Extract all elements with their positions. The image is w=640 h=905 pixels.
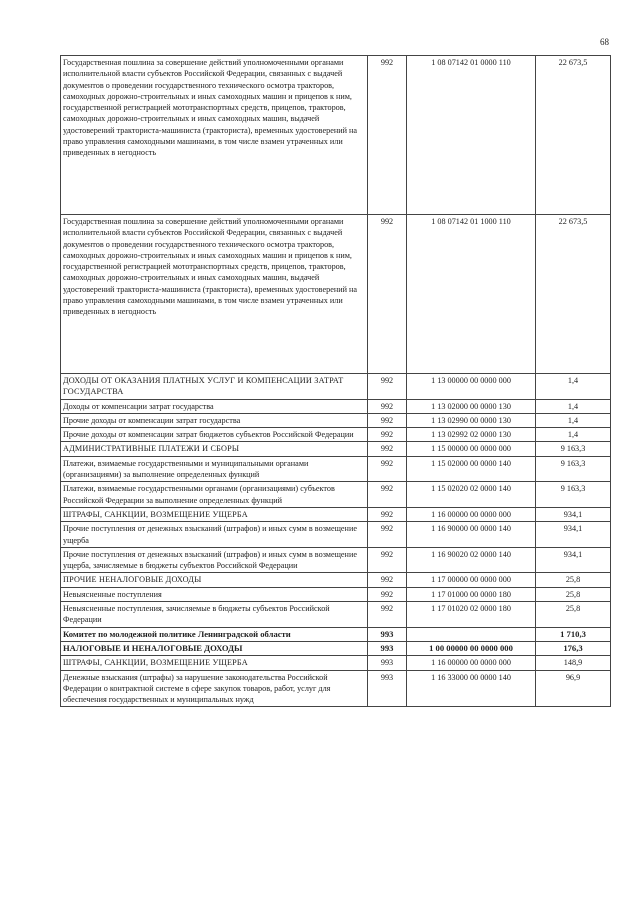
row-name: Комитет по молодежной политике Ленинградской области [61, 627, 368, 641]
row-admin-code: 992 [368, 428, 407, 442]
row-admin-code: 993 [368, 627, 407, 641]
row-sum: 9 163,3 [536, 442, 611, 456]
row-budget-code: 1 15 02000 00 0000 140 [407, 456, 536, 482]
table-row [61, 482, 611, 508]
row-sum: 25,8 [536, 573, 611, 587]
table-row [61, 56, 611, 215]
row-budget-code: 1 16 90000 00 0000 140 [407, 522, 536, 548]
row-budget-code: 1 08 07142 01 1000 110 [407, 215, 536, 374]
row-name: Прочие доходы от компенсации затрат государства [61, 413, 368, 427]
table-row [61, 522, 611, 548]
row-admin-code: 993 [368, 656, 407, 670]
row-budget-code: 1 13 02000 00 0000 130 [407, 399, 536, 413]
table-row [61, 573, 611, 587]
row-admin-code: 992 [368, 507, 407, 521]
row-admin-code: 993 [368, 670, 407, 707]
row-budget-code: 1 17 00000 00 0000 000 [407, 573, 536, 587]
row-budget-code: 1 16 33000 00 0000 140 [407, 670, 536, 707]
row-sum: 1,4 [536, 399, 611, 413]
row-sum: 9 163,3 [536, 482, 611, 508]
table-row [61, 507, 611, 521]
row-budget-code: 1 15 00000 00 0000 000 [407, 442, 536, 456]
page-number: 68 [600, 37, 609, 47]
table-row [61, 656, 611, 670]
row-sum: 1,4 [536, 428, 611, 442]
row-admin-code: 992 [368, 399, 407, 413]
row-name: Невыясненные поступления [61, 587, 368, 601]
row-admin-code: 992 [368, 442, 407, 456]
row-sum: 96,9 [536, 670, 611, 707]
row-sum: 1,4 [536, 374, 611, 400]
row-budget-code: 1 13 02990 00 0000 130 [407, 413, 536, 427]
table-row [61, 641, 611, 655]
row-name: Государственная пошлина за совершение действий уполномоченными органами исполнительной власти субъектов Российской Федерации, связанных с выдачей документов о проведении государственного технического осмотра тракторов, самоходных дорожно-строительных и иных самоходных машин и прицепов к ним, государственной регистрацией мототранспортных средств, прицепов, тракторов, самоходных дорожно-строительных и иных самоходных машин, выдачей удостоверений тракториста-машиниста (тракториста), временных удостоверений на право управления самоходными машинами, в том числе взамен утраченных или приведенных в негодность [61, 56, 368, 215]
row-admin-code: 993 [368, 641, 407, 655]
table-row [61, 627, 611, 641]
table-row [61, 215, 611, 374]
revenue-table [60, 55, 611, 707]
table-row [61, 587, 611, 601]
row-budget-code [407, 627, 536, 641]
row-admin-code: 992 [368, 456, 407, 482]
row-admin-code: 992 [368, 573, 407, 587]
row-sum: 148,9 [536, 656, 611, 670]
row-budget-code: 1 13 02992 02 0000 130 [407, 428, 536, 442]
row-sum: 176,3 [536, 641, 611, 655]
table-row [61, 399, 611, 413]
row-name: Прочие поступления от денежных взысканий (штрафов) и иных сумм в возмещение ущерба [61, 522, 368, 548]
row-admin-code: 992 [368, 374, 407, 400]
row-admin-code: 992 [368, 215, 407, 374]
row-admin-code: 992 [368, 547, 407, 573]
row-admin-code: 992 [368, 587, 407, 601]
row-name: Прочие доходы от компенсации затрат бюджетов субъектов Российской Федерации [61, 428, 368, 442]
row-name: ПРОЧИЕ НЕНАЛОГОВЫЕ ДОХОДЫ [61, 573, 368, 587]
table-row [61, 428, 611, 442]
row-sum: 22 673,5 [536, 215, 611, 374]
table-row [61, 602, 611, 628]
row-budget-code: 1 16 90020 02 0000 140 [407, 547, 536, 573]
row-name: Платежи, взимаемые государственными и муниципальными органами (организациями) за выполнение определенных функций [61, 456, 368, 482]
row-budget-code: 1 16 00000 00 0000 000 [407, 507, 536, 521]
row-name: Денежные взыскания (штрафы) за нарушение законодательства Российской Федерации о контрактной системе в сфере закупок товаров, работ, услуг для обеспечения государственных и муниципальных нужд [61, 670, 368, 707]
row-sum: 1,4 [536, 413, 611, 427]
row-budget-code: 1 13 00000 00 0000 000 [407, 374, 536, 400]
row-admin-code: 992 [368, 482, 407, 508]
row-name: ШТРАФЫ, САНКЦИИ, ВОЗМЕЩЕНИЕ УЩЕРБА [61, 507, 368, 521]
row-sum: 25,8 [536, 587, 611, 601]
table-row [61, 374, 611, 400]
row-budget-code: 1 08 07142 01 0000 110 [407, 56, 536, 215]
table-row [61, 442, 611, 456]
row-budget-code: 1 00 00000 00 0000 000 [407, 641, 536, 655]
row-sum: 934,1 [536, 507, 611, 521]
row-budget-code: 1 17 01020 02 0000 180 [407, 602, 536, 628]
row-budget-code: 1 16 00000 00 0000 000 [407, 656, 536, 670]
row-admin-code: 992 [368, 56, 407, 215]
row-sum: 22 673,5 [536, 56, 611, 215]
row-name: Невыясненные поступления, зачисляемые в бюджеты субъектов Российской Федерации [61, 602, 368, 628]
row-name: Платежи, взимаемые государственными органами (организациями) субъектов Российской Федерации за выполнение определенных функций [61, 482, 368, 508]
row-name: НАЛОГОВЫЕ И НЕНАЛОГОВЫЕ ДОХОДЫ [61, 641, 368, 655]
row-name: Государственная пошлина за совершение действий уполномоченными органами исполнительной власти субъектов Российской Федерации, связанных с выдачей документов о проведении государственного технического осмотра тракторов, самоходных дорожно-строительных и иных самоходных машин и прицепов к ним, государственной регистрацией мототранспортных средств, прицепов, тракторов, самоходных дорожно-строительных и иных самоходных машин, выдачей удостоверений тракториста-машиниста (тракториста), временных удостоверений на право управления самоходными машинами, в том числе взамен утраченных или приведенных в негодность [61, 215, 368, 374]
row-sum: 934,1 [536, 547, 611, 573]
table-row [61, 413, 611, 427]
row-name: Прочие поступления от денежных взысканий (штрафов) и иных сумм в возмещение ущерба, зачисляемые в бюджеты субъектов Российской Федерации [61, 547, 368, 573]
row-name: Доходы от компенсации затрат государства [61, 399, 368, 413]
row-budget-code: 1 15 02020 02 0000 140 [407, 482, 536, 508]
row-sum: 9 163,3 [536, 456, 611, 482]
table-row [61, 547, 611, 573]
row-name: ДОХОДЫ ОТ ОКАЗАНИЯ ПЛАТНЫХ УСЛУГ И КОМПЕНСАЦИИ ЗАТРАТ ГОСУДАРСТВА [61, 374, 368, 400]
table-row [61, 456, 611, 482]
row-sum: 25,8 [536, 602, 611, 628]
row-budget-code: 1 17 01000 00 0000 180 [407, 587, 536, 601]
row-admin-code: 992 [368, 522, 407, 548]
table-row [61, 670, 611, 707]
row-admin-code: 992 [368, 413, 407, 427]
row-name: АДМИНИСТРАТИВНЫЕ ПЛАТЕЖИ И СБОРЫ [61, 442, 368, 456]
row-name: ШТРАФЫ, САНКЦИИ, ВОЗМЕЩЕНИЕ УЩЕРБА [61, 656, 368, 670]
row-admin-code: 992 [368, 602, 407, 628]
row-sum: 1 710,3 [536, 627, 611, 641]
row-sum: 934,1 [536, 522, 611, 548]
